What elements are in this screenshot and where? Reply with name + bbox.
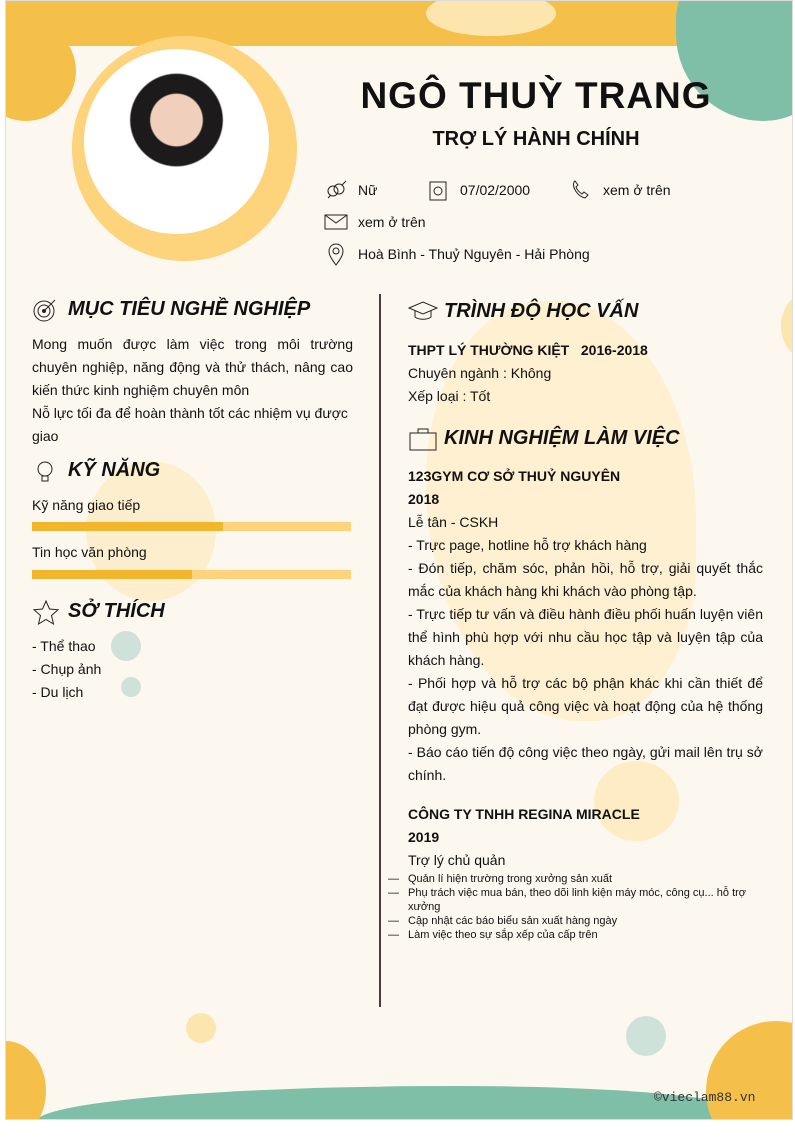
skills-heading xyxy=(32,458,160,482)
dash-bullet: — xyxy=(388,915,399,927)
lightbulb-icon xyxy=(32,458,56,482)
education-title: TRÌNH ĐỘ HỌC VẤN xyxy=(444,299,639,322)
candidate-position: TRỢ LÝ HÀNH CHÍNH xyxy=(432,128,640,150)
column-divider xyxy=(379,294,381,1007)
education-major: Chuyên ngành : Không xyxy=(408,365,552,381)
hobbies-heading xyxy=(32,599,165,623)
experience-title: KINH NGHIỆM LÀM VIỆC xyxy=(444,426,680,449)
objective-title: MỤC TIÊU NGHỀ NGHIỆP xyxy=(68,297,311,320)
skill-bar xyxy=(32,522,351,531)
top-banner xyxy=(6,1,793,46)
graduation-cap-icon xyxy=(408,299,432,323)
skills-title: KỸ NĂNG xyxy=(68,458,161,481)
hobbies-list xyxy=(32,635,101,704)
job-duty: - Trực page, hotline hỗ trợ khách hàng xyxy=(408,537,647,553)
education-school-line xyxy=(408,339,648,362)
gender-info xyxy=(324,178,377,202)
objective-text-1: Mong muốn được làm việc trong môi trường chuyên nghiệp, năng động và thử thách, nâng cao kiến thức kinh nghiệm chuyên môn xyxy=(32,336,353,398)
address-value: Hoà Bình - Thuỷ Nguyên - Hải Phòng xyxy=(358,246,590,262)
bottom-right-blob xyxy=(706,1021,793,1120)
job-company: CÔNG TY TNHH REGINA MIRACLE xyxy=(408,806,640,822)
job-duty: Quản lí hiện trường trong xưởng sản xuất xyxy=(408,873,613,885)
star-icon xyxy=(32,599,56,623)
gender-icon xyxy=(324,178,348,202)
bottom-teal-wave xyxy=(36,1086,736,1120)
email-value: xem ở trên xyxy=(358,214,426,230)
skill-label: Kỹ năng giao tiếp xyxy=(32,497,141,513)
hobby-item: - Chụp ảnh xyxy=(32,661,102,677)
watermark: ©vieclam88.vn xyxy=(654,1090,756,1105)
cv-page xyxy=(5,0,793,1120)
dash-bullet: — xyxy=(388,887,399,899)
objective-heading xyxy=(32,297,310,321)
email-info xyxy=(324,210,426,234)
education-grade: Xếp loại : Tốt xyxy=(408,388,491,404)
hobby-item: - Du lịch xyxy=(32,684,84,700)
dot xyxy=(186,1013,216,1043)
target-icon xyxy=(32,297,56,321)
job-entry xyxy=(408,465,763,787)
dot xyxy=(626,1016,666,1056)
job-duty: Cập nhật các báo biểu sản xuất hàng ngày xyxy=(408,915,618,927)
briefcase-icon xyxy=(408,426,432,450)
skill-bar-fill xyxy=(32,570,192,579)
job-company: 123GYM CƠ SỞ THUỶ NGUYÊN xyxy=(408,468,621,484)
bg-blob xyxy=(86,461,216,601)
job-role: Trợ lý chủ quản xyxy=(408,852,506,868)
location-pin-icon xyxy=(324,242,348,266)
education-heading xyxy=(408,299,638,323)
birthday-info xyxy=(426,178,530,202)
skill-bar xyxy=(32,570,351,579)
job-entry xyxy=(388,803,763,942)
dash-bullet: — xyxy=(388,929,399,941)
gender-value: Nữ xyxy=(358,182,378,198)
mail-icon xyxy=(324,210,348,234)
job-duty: Làm việc theo sự sắp xếp của cấp trên xyxy=(408,929,598,941)
dash-bullet: — xyxy=(388,873,399,885)
job-duty: - Đón tiếp, chăm sóc, phản hồi, hỗ trợ, giải quyết thắc mắc của khách hàng khi khách vào phòng tập. xyxy=(408,560,763,599)
school-name: THPT LÝ THƯỜNG KIỆT xyxy=(408,342,570,358)
calendar-icon xyxy=(426,178,450,202)
phone-value: xem ở trên xyxy=(603,182,671,198)
job-duty: - Phối hợp và hỗ trợ các bộ phận khác khi cần thiết để đạt được hiệu quả công việc và hoạt động của hệ thống phòng gym. xyxy=(408,675,763,737)
school-years: 2016-2018 xyxy=(580,342,648,358)
skill-label: Tin học văn phòng xyxy=(32,544,147,560)
job-duty: Phụ trách việc mua bán, theo dõi linh kiện máy móc, công cụ... hỗ trợ xưởng xyxy=(408,887,746,913)
bottom-left-blob xyxy=(5,1041,46,1120)
skill-bar-fill xyxy=(32,522,223,531)
address-info xyxy=(324,242,590,266)
hobbies-title: SỞ THÍCH xyxy=(68,599,165,622)
job-year: 2018 xyxy=(408,491,440,507)
dot xyxy=(121,677,141,697)
phone-info xyxy=(569,178,671,202)
job-year: 2019 xyxy=(408,829,440,845)
profile-photo xyxy=(84,49,269,234)
birthday-value: 07/02/2000 xyxy=(460,182,531,198)
experience-heading xyxy=(408,426,680,450)
objective-text-2: Nỗ lực tối đa để hoàn thành tốt các nhiệm vụ được giao xyxy=(32,405,348,444)
candidate-name: NGÔ THUỲ TRANG xyxy=(360,75,712,116)
job-duty: - Báo cáo tiến độ công việc theo ngày, gửi mail lên trụ sở chính. xyxy=(408,744,763,783)
job-role: Lễ tân - CSKH xyxy=(408,514,499,530)
job-duty: - Trực tiếp tư vấn và điều hành điều phối huấn luyện viên thể hình phù hợp với nhu cầu học tập và luyện tập của khách hàng. xyxy=(408,606,763,668)
right-blob xyxy=(781,291,793,361)
dot xyxy=(111,631,141,661)
phone-icon xyxy=(569,178,593,202)
hobby-item: - Thể thao xyxy=(32,638,96,654)
